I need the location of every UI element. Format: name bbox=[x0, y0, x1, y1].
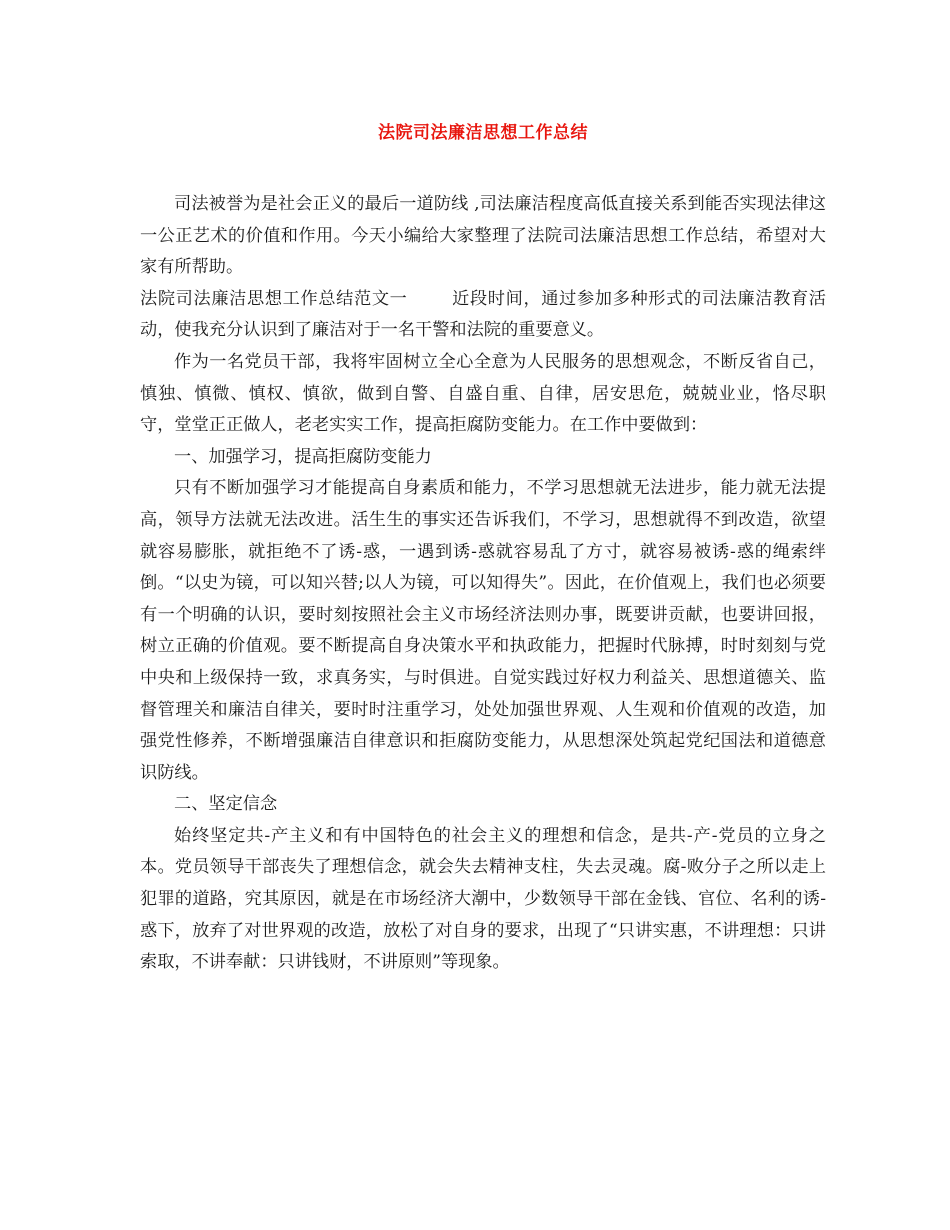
document-body bbox=[140, 189, 826, 979]
commitment-paragraph: 作为一名党员干部，我将牢固树立全心全意为人民服务的思想观念，不断反省自己，慎独、慎微、慎权、慎欲，做到自警、自盛自重、自律，居安思危，兢兢业业，恪尽职守，堂堂正正做人，老老实实工作，提高拒腐防变能力。在工作中要做到： bbox=[140, 351, 826, 436]
section1-heading: 一、加强学习，提高拒腐防变能力 bbox=[174, 446, 432, 467]
section1-body: 只有不断加强学习才能提高自身素质和能力，不学习思想就无法进步，能力就无法提高，领导方法就无法改进。活生生的事实还告诉我们，不学习，思想就得不到改造，欲望就容易膨胀，就拒绝不了诱-惑，一遇到诱-惑就容易乱了方寸，就容易被诱-惑的绳索绊倒。“以史为镜，可以知兴替;以人为镜，可以知得失”。因此，在价值观上，我们也必须要有一个明确的认识，要时刻按照社会主义市场经济法则办事，既要讲贡献，也要讲回报，树立正确的价值观。要不断提高自身决策水平和执政能力，把握时代脉搏，时时刻刻与党中央和上级保持一致，求真务实，与时俱进。自觉实践过好权力利益关、思想道德关、监督管理关和廉洁自律关，要时时注重学习，处处加强世界观、人生观和价值观的改造，加强党性修养，不断增强廉洁自律意识和拒腐防变能力，从思想深处筑起党纪国法和道德意识防线。 bbox=[140, 478, 826, 783]
section2-heading: 二、坚定信念 bbox=[174, 794, 278, 815]
sample-heading: 法院司法廉洁思想工作总结范文一 bbox=[140, 288, 408, 309]
sample-paragraph bbox=[140, 284, 826, 347]
intro-paragraph: 司法被誉为是社会正义的最后一道防线 ,司法廉洁程度高低直接关系到能否实现法律这一公正艺术的价值和作用。今天小编给大家整理了法院司法廉洁思想工作总结，希望对大家有所帮助。 bbox=[140, 194, 826, 278]
document-title: 法院司法廉洁思想工作总结 bbox=[378, 123, 588, 143]
section2-body: 始终坚定共-产主义和有中国特色的社会主义的理想和信念，是共-产-党员的立身之本。党员领导干部丧失了理想信念，就会失去精神支柱，失去灵魂。腐-败分子之所以走上犯罪的道路，究其原因，就是在市场经济大潮中，少数领导干部在金钱、官位、名利的诱-惑下，放弃了对世界观的改造，放松了对自身的要求，出现了“只讲实惠，不讲理想：只讲索取，不讲奉献：只讲钱财，不讲原则”等现象。 bbox=[140, 825, 826, 973]
sample-lead: 近段时间，通过参加多种形式的司法廉洁教育活动，使我充分认识到了廉洁对于一名干警和法院的重要意义。 bbox=[140, 288, 826, 341]
